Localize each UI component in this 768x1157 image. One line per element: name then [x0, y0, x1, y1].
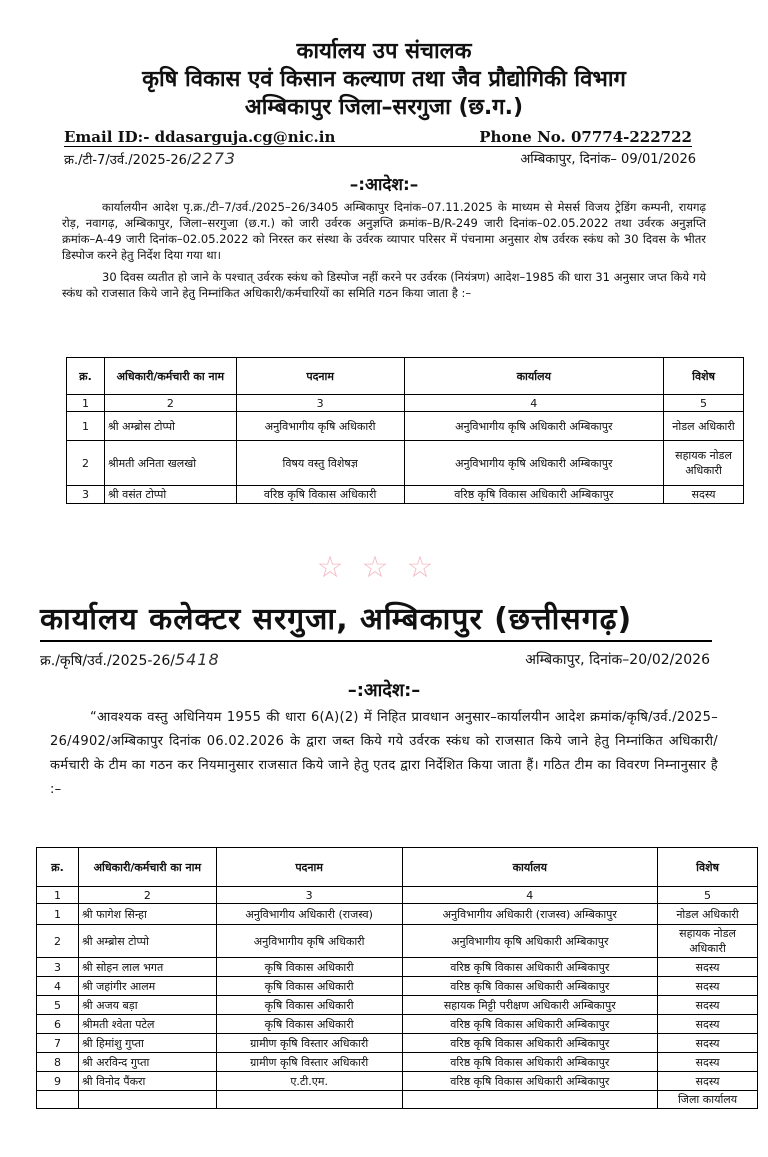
- table-cell: श्री अम्ब्रोस टोप्पो: [78, 925, 216, 958]
- reference-number-2: [40, 650, 220, 670]
- table-cell: अनुविभागीय कृषि अधिकारी अम्बिकापुर: [402, 925, 658, 958]
- table-row: [37, 958, 758, 977]
- table-cell: सदस्य: [658, 1072, 758, 1091]
- table-cell: सहायक नोडल अधिकारी: [658, 925, 758, 958]
- table-cell: 5: [37, 996, 79, 1015]
- table-cell: श्री अम्ब्रोस टोप्पो: [104, 412, 236, 441]
- department-title: कृषि विकास एवं किसान कल्याण तथा जैव प्रौद्योगिकी विभाग: [142, 67, 626, 92]
- table-header-row: [37, 848, 758, 887]
- table-cell: सदस्य: [658, 1053, 758, 1072]
- table-cell: वरिष्ठ कृषि विकास अधिकारी अम्बिकापुर: [402, 1015, 658, 1034]
- cutoff-tail-cell: जिला कार्यालय: [658, 1091, 758, 1109]
- table-row: [67, 441, 744, 486]
- column-number-cell: 4: [402, 887, 658, 904]
- table-cell: वरिष्ठ कृषि विकास अधिकारी अम्बिकापुर: [402, 1072, 658, 1091]
- table-header-row: [67, 358, 744, 395]
- table-cell: 4: [37, 977, 79, 996]
- table-cell: कृषि विकास अधिकारी: [216, 977, 402, 996]
- column-number-cell: 5: [664, 395, 744, 412]
- office-title: कार्यालय उप संचालक: [296, 39, 472, 64]
- collector-office-title: कार्यालय कलेक्टर सरगुजा, अम्बिकापुर (छत्तीसगढ़): [40, 602, 633, 637]
- table-cell: सदस्य: [658, 996, 758, 1015]
- table-cell: श्रीमती श्वेता पटेल: [78, 1015, 216, 1034]
- table-cell: श्री वसंत टोप्पो: [104, 486, 236, 504]
- column-number-cell: 1: [37, 887, 79, 904]
- separator-stars: ☆☆☆: [316, 550, 452, 585]
- team-table: [36, 847, 758, 1109]
- table-cell: वरिष्ठ कृषि विकास अधिकारी अम्बिकापुर: [402, 1034, 658, 1053]
- column-number-cell: 3: [236, 395, 404, 412]
- table-cell: ग्रामीण कृषि विस्तार अधिकारी: [216, 1034, 402, 1053]
- phone-text: Phone No. 07774-222722: [479, 128, 692, 146]
- collector-title-wrap: [40, 600, 712, 642]
- table-cell: 1: [67, 412, 105, 441]
- order-paragraph-3: “आवश्यक वस्तु अधिनियम 1955 की धारा 6(A)(2) में निहित प्रावधान अनुसार–कार्यालयीन आदेश क्रमांक/कृषि/उर्व./2025–26/4902/अम्बिकापुर दिनांक 06.02.2026 के द्वारा जब्त किये गये उर्वरक स्कंध को राजसात किये जाने हेतु निम्नांकित अधिकारी/कर्मचारी के टीम का गठन कर नियमानुसार राजसात किये जाने हेतु एतद द्वारा निर्देशित किया जाता हैं। गठित टीम का विवरण निम्नानुसार है :–: [50, 710, 718, 797]
- table-cell: श्री सोहन लाल भगत: [78, 958, 216, 977]
- table-cell: सदस्य: [658, 1034, 758, 1053]
- order-document-2: [0, 600, 768, 1157]
- reference-line-2: [0, 650, 768, 670]
- table-row: [37, 904, 758, 925]
- table-row: [67, 486, 744, 504]
- table-cell: ए.टी.एम.: [216, 1072, 402, 1091]
- table-cell: 3: [37, 958, 79, 977]
- handwritten-ref-number: 2273: [191, 149, 237, 168]
- handwritten-ref-number-2: 5418: [174, 650, 220, 669]
- table-cell: श्री विनोद पैंकरा: [78, 1072, 216, 1091]
- table-header-cell: विशेष: [658, 848, 758, 887]
- table-cell: अनुविभागीय कृषि अधिकारी: [236, 412, 404, 441]
- table-header-cell: पदनाम: [216, 848, 402, 887]
- table-column-number-row: [37, 887, 758, 904]
- table-header-cell: अधिकारी/कर्मचारी का नाम: [78, 848, 216, 887]
- table-cell: वरिष्ठ कृषि विकास अधिकारी अम्बिकापुर: [404, 486, 664, 504]
- table-cell: अनुविभागीय अधिकारी (राजस्व) अम्बिकापुर: [402, 904, 658, 925]
- reference-line: [0, 149, 768, 168]
- table-cell: 9: [37, 1072, 79, 1091]
- table-cell: श्रीमती अनिता खलखो: [104, 441, 236, 486]
- table-cell: नोडल अधिकारी: [664, 412, 744, 441]
- table-cell: अनुविभागीय कृषि अधिकारी अम्बिकापुर: [404, 441, 664, 486]
- table-cell: सदस्य: [658, 1015, 758, 1034]
- district-title: अम्बिकापुर जिला–सरगुजा (छ.ग.): [244, 95, 524, 120]
- table-cell: कृषि विकास अधिकारी: [216, 958, 402, 977]
- table-row: [67, 412, 744, 441]
- committee-table: [66, 357, 744, 504]
- table-cell: [78, 1091, 216, 1109]
- table-cell: कृषि विकास अधिकारी: [216, 1015, 402, 1034]
- table-cell: श्री जहांगीर आलम: [78, 977, 216, 996]
- column-number-cell: 2: [78, 887, 216, 904]
- reference-prefix: क्र./टी-7/उर्व./2025-26/: [64, 153, 192, 168]
- table-header-cell: पदनाम: [236, 358, 404, 395]
- table-cell: श्री अजय बड़ा: [78, 996, 216, 1015]
- column-number-cell: 2: [104, 395, 236, 412]
- table-cell: अनुविभागीय कृषि अधिकारी: [216, 925, 402, 958]
- table-cell: वरिष्ठ कृषि विकास अधिकारी अम्बिकापुर: [402, 1053, 658, 1072]
- table-cell: [37, 1091, 79, 1109]
- table-cell: श्री हिमांशु गुप्ता: [78, 1034, 216, 1053]
- table-cell: विषय वस्तु विशेषज्ञ: [236, 441, 404, 486]
- table-cell: ग्रामीण कृषि विस्तार अधिकारी: [216, 1053, 402, 1072]
- table-row: [37, 1053, 758, 1072]
- table-column-number-row: [67, 395, 744, 412]
- contact-line: [64, 128, 692, 147]
- table-cell: [216, 1091, 402, 1109]
- table-cell: सदस्य: [658, 977, 758, 996]
- table-cell: 8: [37, 1053, 79, 1072]
- table-row: [37, 1034, 758, 1053]
- table-cell: सदस्य: [664, 486, 744, 504]
- column-number-cell: 5: [658, 887, 758, 904]
- table-cell: अनुविभागीय कृषि अधिकारी अम्बिकापुर: [404, 412, 664, 441]
- table-cell: 1: [37, 904, 79, 925]
- table-cell: कृषि विकास अधिकारी: [216, 996, 402, 1015]
- order-date: अम्बिकापुर, दिनांक– 09/01/2026: [520, 152, 696, 167]
- order-paragraph-2: 30 दिवस व्यतीत हो जाने के पश्चात् उर्वरक स्कंध को डिस्पोज नहीं करने पर उर्वरक (नियंत्रण) आदेश–1985 की धारा 31 अनुसार जप्त किये गये स्कंध को राजसात किये जाने हेतु निम्नांकित अधिकारी/कर्मचारियों का समिति गठन किया जाता है :–: [62, 270, 706, 300]
- table-cell: 2: [37, 925, 79, 958]
- table-cell: श्री फागेश सिन्हा: [78, 904, 216, 925]
- table-header-cell: कार्यालय: [404, 358, 664, 395]
- order-document-1: [0, 0, 768, 540]
- table-row: [37, 977, 758, 996]
- column-number-cell: 3: [216, 887, 402, 904]
- reference-prefix-2: क्र./कृषि/उर्व./2025-26/: [40, 653, 175, 669]
- table-cell: 3: [67, 486, 105, 504]
- table-cell: सहायक नोडल अधिकारी: [664, 441, 744, 486]
- table-cell: अनुविभागीय अधिकारी (राजस्व): [216, 904, 402, 925]
- table-row: [37, 925, 758, 958]
- order-date-2: अम्बिकापुर, दिनांक–20/02/2026: [525, 652, 710, 668]
- column-number-cell: 1: [67, 395, 105, 412]
- table-cutoff-row: [37, 1091, 758, 1109]
- reference-number: [64, 149, 236, 168]
- table-header-cell: अधिकारी/कर्मचारी का नाम: [104, 358, 236, 395]
- aadesh-heading-2: –:आदेश:–: [347, 680, 421, 701]
- table-header-cell: क्र.: [37, 848, 79, 887]
- table-cell: वरिष्ठ कृषि विकास अधिकारी अम्बिकापुर: [402, 977, 658, 996]
- table-cell: [402, 1091, 658, 1109]
- table-cell: वरिष्ठ कृषि विकास अधिकारी: [236, 486, 404, 504]
- column-number-cell: 4: [404, 395, 664, 412]
- table-row: [37, 996, 758, 1015]
- table-cell: 2: [67, 441, 105, 486]
- table-cell: सहायक मिट्टी परीक्षण अधिकारी अम्बिकापुर: [402, 996, 658, 1015]
- table-header-cell: क्र.: [67, 358, 105, 395]
- table-header-cell: विशेष: [664, 358, 744, 395]
- table-cell: 7: [37, 1034, 79, 1053]
- table-row: [37, 1015, 758, 1034]
- table-cell: श्री अरविन्द गुप्ता: [78, 1053, 216, 1072]
- table-cell: वरिष्ठ कृषि विकास अधिकारी अम्बिकापुर: [402, 958, 658, 977]
- table-cell: नोडल अधिकारी: [658, 904, 758, 925]
- table-header-cell: कार्यालय: [402, 848, 658, 887]
- table-cell: 6: [37, 1015, 79, 1034]
- order-paragraph-1: कार्यालयीन आदेश पृ.क्र./टी–7/उर्व./2025–26/3405 अम्बिकापुर दिनांक–07.11.2025 के माध्यम से मेसर्स विजय ट्रेडिंग कम्पनी, रायगढ़ रोड़, नवागढ़, अम्बिकापुर, जिला–सरगुजा (छ.ग.) को जारी उर्वरक अनुज्ञप्ति क्रमांक–B/R-249 जारी दिनांक–02.05.2022 तथा उर्वरक अनुज्ञप्ति क्रमांक–A-49 जारी दिनांक–02.05.2022 को निरस्त कर संस्था के उर्वरक व्यापार परिसर में पंचनामा अनुसार शेष उर्वरक स्कंध को 30 दिवस के भीतर डिस्पोज करने हेतु निर्देश दिया गया था।: [62, 200, 706, 262]
- table-row: [37, 1072, 758, 1091]
- email-text: Email ID:- ddasarguja.cg@nic.in: [64, 128, 336, 146]
- table-cell: सदस्य: [658, 958, 758, 977]
- aadesh-heading: –:आदेश:–: [349, 175, 419, 195]
